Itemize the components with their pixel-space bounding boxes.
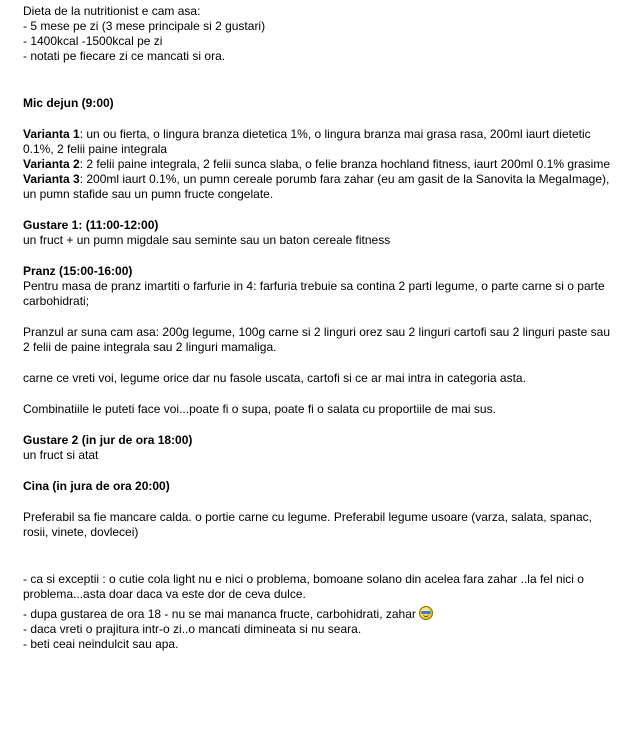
lunch-paragraph: carne ce vreti voi, legume orice dar nu fasole uscata, cartofi si ce ar mai intra in categoria asta. [23, 371, 526, 385]
snack2-text: un fruct si atat [23, 448, 99, 462]
spacer [23, 417, 618, 433]
dinner-section [23, 479, 618, 540]
variant-label: Varianta 3 [23, 172, 80, 186]
variant-text: : 200ml iaurt 0.1%, un pumn cereale porumb fara zahar (eu am gasit de la Sanovita la MegaImage), un pumn stafide sau un pumn fructe congelate. [23, 172, 610, 201]
intro-line: - notati pe fiecare zi ce mancati si ora. [23, 49, 226, 63]
snack2-title: Gustare 2 (in jur de ora 18:00) [23, 433, 193, 447]
spacer [23, 202, 618, 218]
intro-line: Dieta de la nutritionist e cam asa: [23, 4, 201, 18]
breakfast-variant-3 [23, 172, 618, 202]
breakfast-variant-2 [23, 157, 618, 172]
dinner-text: Preferabil sa fie mancare calda. o portie carne cu legume. Preferabil legume usoare (varza, salata, spanac, rosii, vinete, dovlecei) [23, 510, 592, 539]
intro-line: - 5 mese pe zi (3 mese principale si 2 gustari) [23, 19, 266, 33]
note-item: - ca si exceptii : o cutie cola light nu e nici o problema, bomoane solano din acelea fara zahar ..la fel nici o problema...asta doar daca va este dor de ceva dulce. [23, 572, 584, 601]
spacer [23, 494, 618, 510]
spacer [23, 386, 618, 402]
snack1-title: Gustare 1: (11:00-12:00) [23, 218, 159, 232]
document-page [23, 4, 618, 652]
note-item [23, 606, 618, 622]
spacer [23, 64, 618, 96]
lunch-title: Pranz (15:00-16:00) [23, 264, 133, 278]
spacer [23, 540, 618, 572]
spacer [23, 355, 618, 371]
notes-section [23, 572, 618, 652]
lunch-paragraph: Pranzul ar suna cam asa: 200g legume, 100g carne si 2 linguri orez sau 2 linguri cartofi sau 2 linguri paste sau 2 felii de paine integrala sau 2 linguri mamaliga. [23, 325, 610, 354]
snack1-section [23, 218, 618, 248]
intro-section [23, 4, 618, 64]
lunch-paragraph: Pentru masa de pranz imartiti o farfurie in 4: farfuria trebuie sa contina 2 parti legume, o parte carne si o parte carbohidrati; [23, 279, 605, 308]
spacer [23, 111, 618, 127]
spacer [23, 463, 618, 479]
variant-text: : 2 felii paine integrala, 2 felii sunca slaba, o felie branza hochland fitness, iaurt 200ml 0.1% grasime [79, 157, 611, 171]
breakfast-section [23, 96, 618, 202]
spacer [23, 248, 618, 264]
snack2-section [23, 433, 618, 463]
variant-label: Varianta 1 [23, 127, 80, 141]
spacer [23, 309, 618, 325]
intro-line: - 1400kcal -1500kcal pe zi [23, 34, 163, 48]
snack1-text: un fruct + un pumn migdale sau seminte sau un baton cereale fitness [23, 233, 391, 247]
dinner-title: Cina (in jura de ora 20:00) [23, 479, 170, 493]
lunch-paragraph: Combinatiile le puteti face voi...poate fi o supa, poate fi o salata cu proportiile de mai sus. [23, 402, 496, 416]
note-text: - dupa gustarea de ora 18 - nu se mai mananca fructe, carbohidrati, zahar [23, 607, 416, 621]
smiley-icon [419, 606, 433, 620]
note-item: - beti ceai neindulcit sau apa. [23, 637, 179, 651]
note-item: - daca vreti o prajitura intr-o zi..o mancati dimineata si nu seara. [23, 622, 362, 636]
breakfast-variant-1 [23, 127, 618, 157]
lunch-section [23, 264, 618, 417]
variant-text: : un ou fierta, o lingura branza dietetica 1%, o lingura branza mai grasa rasa, 200ml iaurt dietetic 0.1%, 2 felii paine integrala [23, 127, 591, 156]
variant-label: Varianta 2 [23, 157, 80, 171]
breakfast-title: Mic dejun (9:00) [23, 96, 114, 110]
